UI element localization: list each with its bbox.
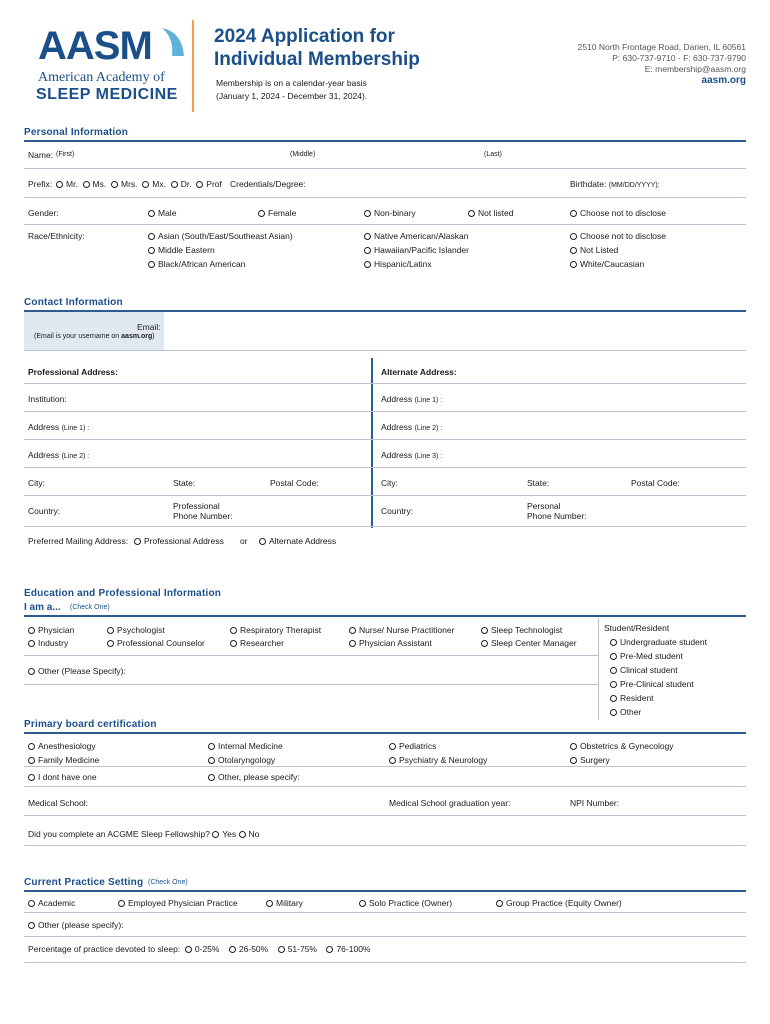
- race-native[interactable]: Native American/Alaskan: [364, 231, 469, 241]
- gender-female[interactable]: Female: [258, 208, 296, 218]
- prefix-ms[interactable]: Ms.: [83, 179, 107, 189]
- org-email: E: membership@aasm.org: [644, 64, 746, 74]
- iam-counselor[interactable]: Professional Counselor: [107, 638, 205, 648]
- preferred-mailing-label: Preferred Mailing Address:: [28, 536, 129, 546]
- gender-not-listed[interactable]: Not listed: [468, 208, 513, 218]
- iam-nurse[interactable]: Nurse/ Nurse Practitioner: [349, 625, 454, 635]
- credentials-label: Credentials/Degree:: [230, 179, 306, 189]
- pers-phone-label-2: Phone Number:: [527, 511, 587, 521]
- pct-0-25[interactable]: 0-25%: [185, 944, 220, 954]
- practice-other-field[interactable]: [135, 916, 740, 930]
- first-name-hint: (First): [56, 151, 75, 158]
- iam-respiratory[interactable]: Respiratory Therapist: [230, 625, 321, 635]
- gender-male[interactable]: Male: [148, 208, 176, 218]
- logo-mark: AASM: [38, 24, 152, 68]
- alt-address-line3-field[interactable]: [450, 444, 744, 460]
- gender-nonbinary[interactable]: Non-binary: [364, 208, 416, 218]
- professional-address-heading: Professional Address:: [28, 367, 118, 377]
- section-title-education: Education and Professional Information: [24, 588, 222, 599]
- sleep-percentage: Percentage of practice devoted to sleep: 0-25% 26-50% 51-75% 76-100%: [28, 944, 371, 954]
- iam-psychologist[interactable]: Psychologist: [107, 625, 165, 635]
- practice-check-one: (Check One): [148, 879, 188, 886]
- race-black[interactable]: Black/African American: [148, 259, 245, 269]
- section-title-contact: Contact Information: [24, 297, 123, 308]
- prof-phone-label-2: Phone Number:: [173, 511, 233, 521]
- prof-address-line2-field[interactable]: [100, 444, 368, 460]
- logo-line1: American Academy of: [38, 70, 165, 85]
- alt-address-line2-label: Address (Line 2) :: [381, 422, 443, 432]
- pers-phone-label-1: Personal: [527, 501, 561, 511]
- student-title: Student/Resident: [604, 623, 670, 633]
- prefix-mrs[interactable]: Mrs.: [111, 179, 138, 189]
- prof-address-line1-label: Address (Line 1) :: [28, 422, 90, 432]
- institution-field[interactable]: [90, 388, 368, 404]
- form-title-line1: 2024 Application for: [214, 26, 395, 47]
- student-clinical[interactable]: Clinical student: [610, 665, 678, 675]
- prefix-options: [56, 179, 222, 189]
- prof-phone-label-1: Professional: [173, 501, 220, 511]
- institution-label: Institution:: [28, 394, 67, 404]
- alt-address-line3-label: Address (Line 3) :: [381, 450, 443, 460]
- student-premed[interactable]: Pre-Med student: [610, 651, 683, 661]
- credentials-field[interactable]: [310, 175, 530, 189]
- preferred-professional[interactable]: Professional Address: [134, 536, 224, 546]
- prefix-mx[interactable]: Mx.: [142, 179, 166, 189]
- membership-note-line2: (January 1, 2024 - December 31, 2024).: [216, 91, 368, 101]
- header-divider: [192, 20, 194, 112]
- race-white[interactable]: White/Caucasian: [570, 259, 644, 269]
- prefix-prof[interactable]: Prof: [196, 179, 222, 189]
- med-school-label: Medical School:: [28, 798, 89, 808]
- iam-sleep-tech[interactable]: Sleep Technologist: [481, 625, 562, 635]
- prefix-mr[interactable]: Mr.: [56, 179, 78, 189]
- iam-physician-assistant[interactable]: Physician Assistant: [349, 638, 432, 648]
- pct-26-50[interactable]: 26-50%: [229, 944, 268, 954]
- prof-postal-label: Postal Code:: [270, 478, 319, 488]
- section-title-personal: Personal Information: [24, 127, 129, 138]
- birthdate-label: Birthdate: (MM/DD/YYYY):: [570, 179, 660, 189]
- iam-physician[interactable]: Physician: [28, 625, 74, 635]
- fellowship-no[interactable]: No: [239, 829, 260, 839]
- form-title-line2: Individual Membership: [214, 49, 420, 70]
- practice-group[interactable]: Group Practice (Equity Owner): [496, 898, 622, 908]
- alt-address-line1-label: Address (Line 1) :: [381, 394, 443, 404]
- pct-51-75[interactable]: 51-75%: [278, 944, 317, 954]
- fellowship-question: Did you complete an ACGME Sleep Fellowship? Yes No: [28, 829, 260, 839]
- iam-label: I am a...: [24, 602, 61, 613]
- middle-name-field[interactable]: [325, 146, 475, 160]
- email-field[interactable]: [166, 314, 744, 348]
- email-note: (Email is your username on aasm.org): [34, 333, 155, 340]
- board-psychiatry[interactable]: Psychiatry & Neurology: [389, 755, 487, 765]
- student-resident[interactable]: Resident: [610, 693, 654, 703]
- race-not-disclose[interactable]: Choose not to disclose: [570, 231, 666, 241]
- section-title-practice: Current Practice Setting: [24, 877, 144, 888]
- iam-other[interactable]: Other (Please Specify):: [28, 666, 126, 676]
- board-surgery[interactable]: Surgery: [570, 755, 610, 765]
- prof-address-line2-label: Address (Line 2) :: [28, 450, 90, 460]
- student-undergrad[interactable]: Undergraduate student: [610, 637, 707, 647]
- practice-academic[interactable]: Academic: [28, 898, 75, 908]
- board-other-field[interactable]: [335, 768, 740, 782]
- middle-name-hint: (Middle): [290, 151, 316, 158]
- practice-other[interactable]: Other (please specify):: [28, 920, 124, 930]
- med-school-field[interactable]: [95, 793, 380, 809]
- student-other[interactable]: Other: [610, 707, 641, 717]
- prof-country-label: Country:: [28, 506, 61, 516]
- race-asian[interactable]: Asian (South/East/Southeast Asian): [148, 231, 293, 241]
- alt-address-line1-field[interactable]: [450, 388, 744, 404]
- prof-city-label: City:: [28, 478, 45, 488]
- student-divider: [598, 618, 599, 720]
- prefix-label: Prefix:: [28, 179, 53, 189]
- email-label: Email:: [137, 322, 161, 332]
- race-hispanic[interactable]: Hispanic/Latinx: [364, 259, 432, 269]
- board-otolaryngology[interactable]: Otolaryngology: [208, 755, 275, 765]
- board-obgyn[interactable]: Obstetrics & Gynecology: [570, 741, 674, 751]
- alt-country-label: Country:: [381, 506, 414, 516]
- prof-address-line1-field[interactable]: [100, 416, 368, 432]
- board-family-medicine[interactable]: Family Medicine: [28, 755, 99, 765]
- iam-other-field[interactable]: [140, 662, 590, 676]
- board-other[interactable]: Other, please specify:: [208, 772, 300, 782]
- alt-state-label: State:: [527, 478, 550, 488]
- logo: [34, 26, 184, 106]
- section-title-board: Primary board certification: [24, 719, 157, 730]
- membership-note-line1: Membership is on a calendar-year basis: [216, 78, 367, 88]
- iam-industry[interactable]: Industry: [28, 638, 68, 648]
- org-website: aasm.org: [701, 75, 746, 86]
- last-name-hint: (Last): [484, 151, 502, 158]
- logo-line2: SLEEP MEDICINE: [36, 86, 178, 103]
- org-address: 2510 North Frontage Road, Darien, IL 60561: [577, 42, 746, 52]
- race-hawaiian[interactable]: Hawaiian/Pacific Islander: [364, 245, 469, 255]
- gender-not-disclose[interactable]: Choose not to disclose: [570, 208, 666, 218]
- practice-military[interactable]: Military: [266, 898, 303, 908]
- fellowship-yes[interactable]: Yes: [212, 829, 236, 839]
- iam-researcher[interactable]: Researcher: [230, 638, 284, 648]
- pct-76-100[interactable]: 76-100%: [326, 944, 370, 954]
- gender-label: Gender:: [28, 208, 59, 218]
- npi-label: NPI Number:: [570, 798, 620, 808]
- race-not-listed[interactable]: Not Listed: [570, 245, 618, 255]
- name-label: Name:: [28, 150, 54, 160]
- preferred-or: or: [240, 536, 248, 546]
- practice-solo[interactable]: Solo Practice (Owner): [359, 898, 452, 908]
- race-middle-eastern[interactable]: Middle Eastern: [148, 245, 215, 255]
- board-anesthesiology[interactable]: Anesthesiology: [28, 741, 96, 751]
- alt-postal-label: Postal Code:: [631, 478, 680, 488]
- alt-city-label: City:: [381, 478, 398, 488]
- alternate-address-heading: Alternate Address:: [381, 367, 457, 377]
- board-none[interactable]: I dont have one: [28, 772, 97, 782]
- iam-center-manager[interactable]: Sleep Center Manager: [481, 638, 577, 648]
- grad-year-label: Medical School graduation year:: [389, 798, 511, 808]
- board-internal-medicine[interactable]: Internal Medicine: [208, 741, 283, 751]
- prefix-dr[interactable]: Dr.: [171, 179, 192, 189]
- practice-employed[interactable]: Employed Physician Practice: [118, 898, 238, 908]
- alt-address-line2-field[interactable]: [450, 416, 744, 432]
- prof-state-label: State:: [173, 478, 196, 488]
- board-pediatrics[interactable]: Pediatrics: [389, 741, 436, 751]
- preferred-alternate[interactable]: Alternate Address: [259, 536, 336, 546]
- iam-check-one: (Check One): [70, 604, 110, 611]
- student-preclinical[interactable]: Pre-Clinical student: [610, 679, 694, 689]
- first-name-field[interactable]: [90, 146, 290, 160]
- org-phone: P: 630-737-9710 · F: 630-737-9790: [612, 53, 746, 63]
- race-label: Race/Ethnicity:: [28, 231, 85, 241]
- last-name-field[interactable]: [510, 146, 740, 160]
